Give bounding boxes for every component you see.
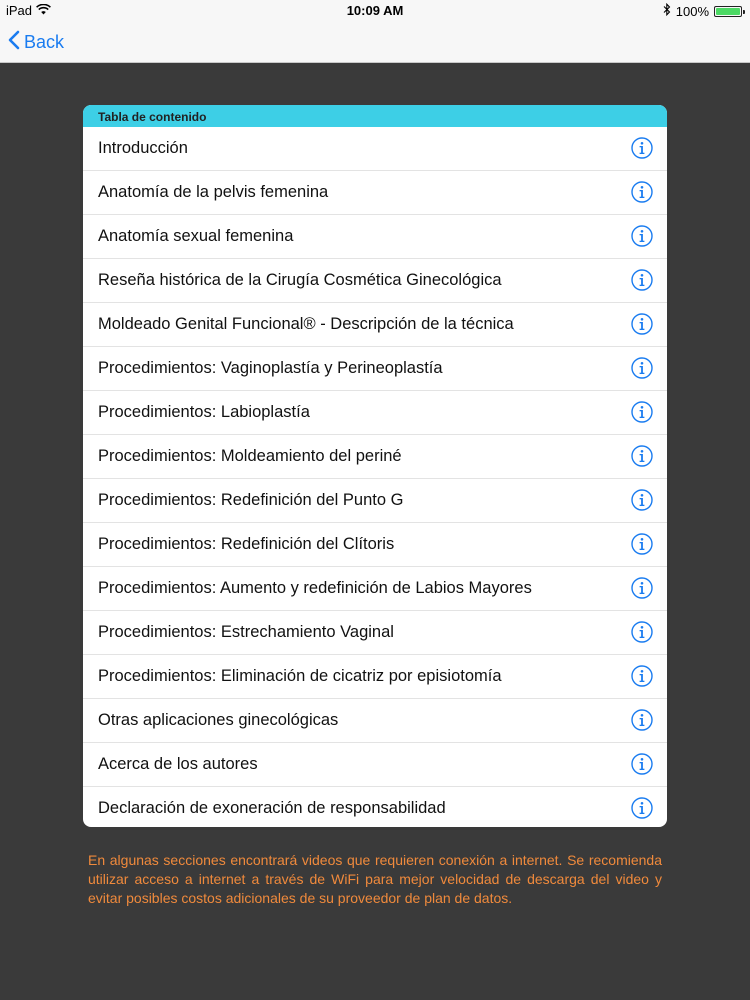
toc-item-label: Reseña histórica de la Cirugía Cosmética Ginecológica [98,271,502,289]
info-icon[interactable] [631,753,653,775]
toc-item-label: Procedimientos: Estrechamiento Vaginal [98,623,394,641]
toc-item-label: Procedimientos: Redefinición del Punto G [98,491,404,509]
toc-item[interactable] [83,127,667,171]
toc-item-label: Procedimientos: Eliminación de cicatriz por episiotomía [98,667,502,685]
toc-item[interactable] [83,611,667,655]
toc-item[interactable] [83,743,667,787]
toc-item[interactable] [83,259,667,303]
toc-item-label: Acerca de los autores [98,755,258,773]
info-icon[interactable] [631,181,653,203]
toc-item[interactable] [83,215,667,259]
info-icon[interactable] [631,401,653,423]
toc-item-label: Procedimientos: Moldeamiento del periné [98,447,402,465]
info-icon[interactable] [631,357,653,379]
toc-item[interactable] [83,523,667,567]
table-of-contents [83,105,667,827]
toc-item-label: Declaración de exoneración de responsabilidad [98,799,446,817]
toc-item[interactable] [83,655,667,699]
toc-list [83,127,667,827]
info-icon[interactable] [631,225,653,247]
toc-item-label: Introducción [98,139,188,157]
battery-icon [714,6,742,17]
info-icon[interactable] [631,137,653,159]
toc-item[interactable] [83,391,667,435]
toc-item-label: Procedimientos: Aumento y redefinición de Labios Mayores [98,579,532,597]
info-icon[interactable] [631,313,653,335]
info-icon[interactable] [631,665,653,687]
bluetooth-icon [663,3,671,19]
info-icon[interactable] [631,621,653,643]
toc-item[interactable] [83,347,667,391]
info-icon[interactable] [631,709,653,731]
toc-item[interactable] [83,567,667,611]
back-label: Back [24,32,65,52]
toc-item-label: Moldeado Genital Funcional® - Descripción de la técnica [98,315,514,333]
toc-item-label: Procedimientos: Labioplastía [98,403,310,421]
toc-item[interactable] [83,699,667,743]
battery-percent: 100% [675,3,709,19]
status-right [663,3,742,19]
toc-item[interactable] [83,171,667,215]
toc-item[interactable] [83,435,667,479]
back-button[interactable] [8,30,64,55]
chevron-left-icon [8,30,20,55]
status-bar [0,0,750,22]
toc-item-label: Anatomía de la pelvis femenina [98,183,329,201]
info-icon[interactable] [631,269,653,291]
toc-item[interactable] [83,787,667,827]
toc-item[interactable] [83,479,667,523]
info-icon[interactable] [631,533,653,555]
info-icon[interactable] [631,489,653,511]
toc-item-label: Procedimientos: Vaginoplastía y Perineoplastía [98,359,443,377]
info-icon[interactable] [631,797,653,819]
toc-item-label: Otras aplicaciones ginecológicas [98,711,339,729]
toc-header: Tabla de contenido [83,105,667,127]
status-time: 10:09 AM [346,3,404,18]
device-label: iPad [6,3,33,18]
navigation-bar [0,22,750,63]
footer-note: En algunas secciones encontrará videos que requieren conexión a internet. Se recomienda utilizar acceso a internet a través de WiFi para mejor velocidad de descarga del video y evitar posibles costos adicionales de su proveedor de plan de datos. [88,852,662,906]
toc-item-label: Anatomía sexual femenina [98,227,294,245]
info-icon[interactable] [631,445,653,467]
info-icon[interactable] [631,577,653,599]
toc-item-label: Procedimientos: Redefinición del Clítoris [98,535,395,553]
toc-item[interactable] [83,303,667,347]
battery-fill [716,8,740,15]
